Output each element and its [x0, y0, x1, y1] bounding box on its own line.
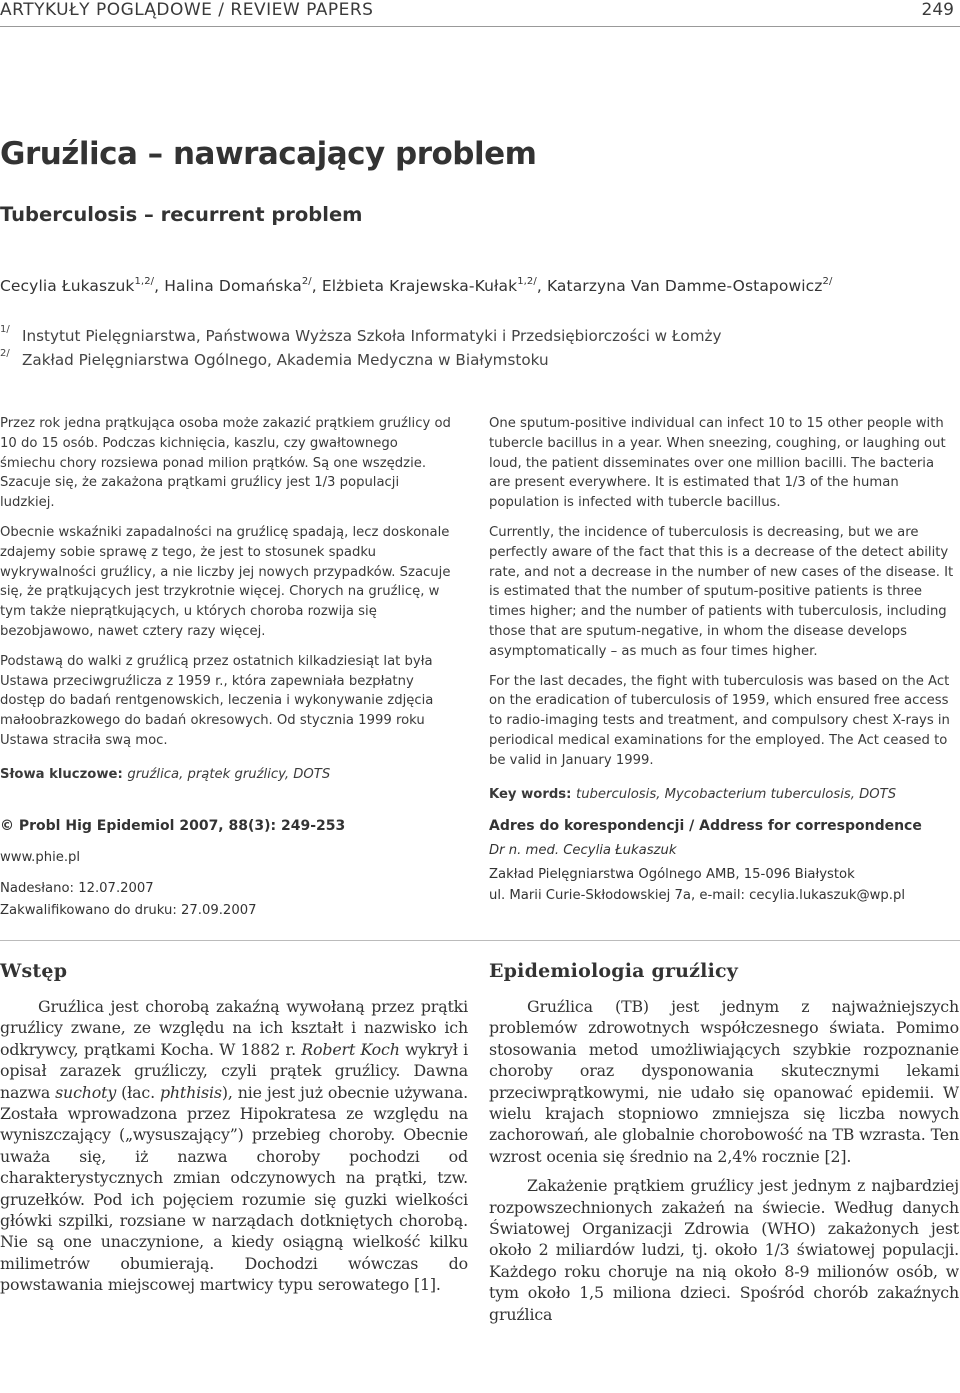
author-affiliation-ref: 2/	[822, 276, 833, 287]
keywords-text: tuberculosis, Mycobacterium tuberculosis, DOTS	[576, 786, 897, 802]
abstract-paragraph: Currently, the incidence of tuberculosis is decreasing, but we are perfectly aware of the fact that this is a decrease of the detect ability rate, and not a decrease in the number of new cases of the disease. It is estimated that the number of sputum-positive patients is three times higher; and the number of patients with tuberculosis, including those that are sputum-negative, in whom the disease develops asymptomatically – as much as four times higher.	[489, 524, 954, 659]
text-run: ), nie jest już obecnie używana. Została wprowadzona przez Hipokratesa ze względu na wyniszczający („wysuszający”) przebieg choroby. Obecnie uważa się, iż nazwa choroby pochodzi od charakterystycznych zmian odczynowych na prątki, tzw. gruzełków. Pod ich pojęciem rozumie się guzki wielkości główki szpilki, rozsiane w narządach dotkniętych chorobą. Nie są one unaczynione, a kiedy osiągną wielkość kilku milimetrów obumierają. Dochodzi wówczas do powstawania miejscowej martwicy typu serowatego [1].	[0, 1082, 468, 1295]
affiliation-text: Instytut Pielęgniarstwa, Państwowa Wyższa Szkoła Informatyki i Przedsiębiorczości w Łomży	[22, 327, 722, 345]
abstract-polish	[0, 414, 452, 785]
section-heading: Wstęp	[0, 960, 68, 982]
body-paragraph: Gruźlica (TB) jest jednym z najważniejszych problemów zdrowotnych współczesnego świata. Pomimo stosowania metod umożliwiających szybkie rozpoznanie choroby oraz dysponowania skutecznymi lekami przeciwprątkowymi, nie udało się opanować epidemii. W wielu krajach stopniowo zmniejsza się liczba nowych zachorowań, ale globalnie chorobowość na TB wzrasta. Ten wzrost ocenia się średnio na 2,4% rocznie [2].	[489, 997, 959, 1166]
author-separator: ,	[536, 277, 547, 295]
page-number: 249	[921, 0, 954, 20]
header-divider	[0, 26, 960, 27]
keywords-polish	[0, 765, 452, 785]
affiliation-text: Zakład Pielęgniarstwa Ogólnego, Akademia Medyczna w Białymstoku	[22, 351, 549, 369]
affiliation-number: 1/	[0, 324, 10, 335]
abstract-paragraph: Przez rok jedna prątkująca osoba może zakazić prątkiem gruźlicy od 10 do 15 osób. Podczas kichnięcia, kaszlu, czy gwałtownego śmiechu chory rozsiewa ponad milion prątków. Są one wszędzie. Szacuje się, że zakażona prątkami gruźlicy jest 1/3 populacji ludzkiej.	[0, 416, 451, 511]
article-title: Gruźlica – nawracający problem	[0, 136, 537, 172]
journal-website-link[interactable]: www.phie.pl	[0, 850, 81, 865]
author-list	[0, 276, 832, 295]
affiliation-number: 2/	[0, 348, 10, 359]
text-run: Gruźlica jest chorobą zakaźną wywołaną przez prątki gruźlicy zwane, ze względu na ich kształt i nazwisko ich odkrywcy, prątkami Kocha. W 1882 r.	[0, 997, 468, 1059]
correspondence-address: Zakład Pielęgniarstwa Ogólnego AMB, 15-096 Białystok	[489, 867, 855, 882]
body-paragraph	[0, 996, 468, 1296]
author-name: Elżbieta Krajewska-Kułak	[321, 277, 518, 295]
received-date: Nadesłano: 12.07.2007	[0, 881, 154, 896]
accepted-date: Zakwalifikowano do druku: 27.09.2007	[0, 903, 257, 918]
section-heading: Epidemiologia gruźlicy	[489, 960, 739, 982]
epidemiology-section	[489, 960, 959, 1333]
author-affiliation-ref: 1,2/	[517, 276, 537, 287]
abstract-paragraph: Podstawą do walki z gruźlicą przez ostatnich kilkadziesiąt lat była Ustawa przeciwgruźlicza z 1959 r., która zapewniała bezpłatny dostęp do badań rentgenowskich, leczenia i wykonywanie zdjęcia małoobrazkowego do badań okresowych. Od stycznia 1999 roku Ustawa straciła swą moc.	[0, 653, 434, 748]
abstract-paragraph: Obecnie wskaźniki zapadalności na gruźlicę spadają, lecz doskonale zdajemy sobie sprawę z tego, że jest to stosunek spadku wykrywalności gruźlicy, a nie liczby jej nowych przypadków. Szacuje się, że prątkujących jest trzykrotnie więcej. Chorych na gruźlicę, w tym także nieprątkujących, u których choroba rozwija się bezobjawowo, nawet cztery razy więcej.	[0, 524, 451, 639]
author-affiliation-ref: 1,2/	[134, 276, 155, 287]
author-affiliation-ref: 2/	[301, 276, 312, 287]
author-name: Halina Domańska	[164, 277, 302, 295]
body-paragraph: Zakażenie prątkiem gruźlicy jest jednym z najbardziej rozpowszechnionych zakażeń na świecie. Według danych Światowej Organizacji Zdrowia (WHO) zakażonych jest około 2 miliardów ludzi, tj. około 1/3 światowej populacji. Każdego roku choruje na nią około 8-9 milionów osób, w tym około 1,5 miliona dzieci. Spośród chorób zakaźnych gruźlica	[489, 1176, 959, 1324]
keywords-label: Słowa kluczowe:	[0, 766, 128, 782]
keywords-text: gruźlica, prątek gruźlicy, DOTS	[127, 766, 331, 782]
section-divider	[0, 940, 960, 941]
abstract-paragraph: For the last decades, the fight with tuberculosis was based on the Act on the eradication of tuberculosis of 1959, which ensured free access to radio-imaging tests and treatment, and compulsory chest X-rays in periodical medical examinations for the employed. The Act ceased to be valid in January 1999.	[489, 673, 950, 768]
abstract-paragraph: One sputum-positive individual can infect 10 to 15 other people with tubercle bacillus in a year. When sneezing, coughing, or laughing out loud, the patient disseminates over one million bacilli. The bacteria are present everywhere. It is estimated that 1/3 of the human population is infected with tubercle bacillus.	[489, 416, 946, 511]
correspondence-title: Adres do korespondencji / Address for correspondence	[489, 818, 922, 834]
keywords-label: Key words:	[489, 786, 577, 802]
citation: © Probl Hig Epidemiol 2007, 88(3): 249-253	[0, 818, 346, 834]
text-run: wykrył i opisał zarazek gruźliczy, czyli prątek gruźlicy. Dawna nazwa	[0, 1039, 468, 1102]
text-run-italic: Robert Koch	[301, 1039, 400, 1059]
text-run-italic: phthisis	[159, 1082, 222, 1102]
author-name: Katarzyna Van Damme-Ostapowicz	[546, 277, 823, 295]
correspondence-email: ul. Marii Curie-Skłodowskiej 7a, e-mail: cecylia.lukaszuk@wp.pl	[489, 888, 906, 903]
author-separator: ,	[311, 277, 322, 295]
text-run: (łac.	[116, 1082, 160, 1102]
text-run-italic: suchoty	[55, 1082, 117, 1102]
running-header	[0, 0, 960, 25]
abstract-english	[489, 414, 957, 804]
author-separator: ,	[154, 277, 165, 295]
keywords-english	[489, 785, 957, 805]
correspondence-name: Dr n. med. Cecylia Łukaszuk	[489, 843, 677, 858]
intro-section	[0, 960, 468, 1304]
author-name: Cecylia Łukaszuk	[0, 277, 135, 295]
section-label: ARTYKUŁY POGLĄDOWE / REVIEW PAPERS	[0, 0, 374, 20]
article-subtitle: Tuberculosis – recurrent problem	[0, 203, 363, 226]
